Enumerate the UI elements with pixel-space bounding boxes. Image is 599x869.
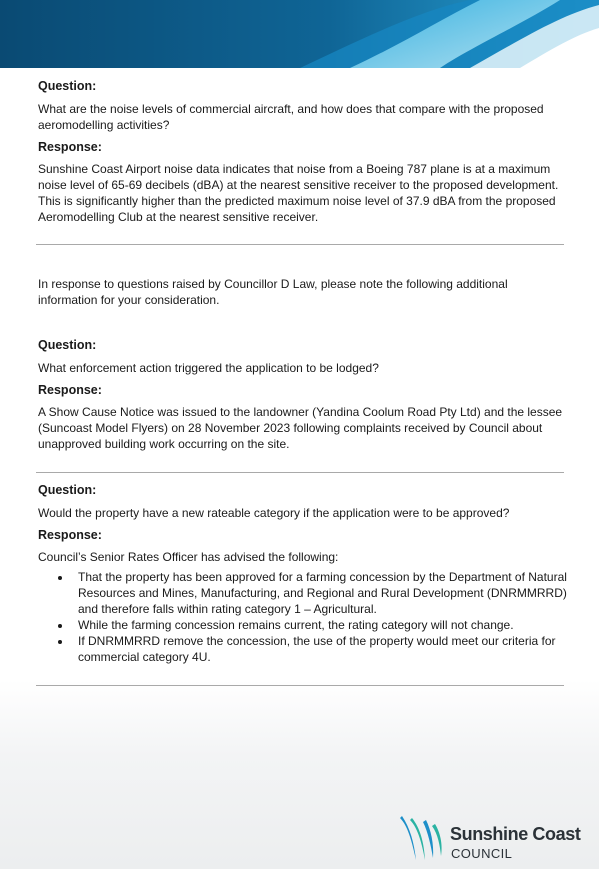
list-item: • If DNRMMRRD remove the concession, the use of the property would meet our criteria for commercial category 4U. bbox=[72, 633, 568, 665]
response-text: Council’s Senior Rates Officer has advised the following: bbox=[38, 550, 339, 564]
response-text: Sunshine Coast Airport noise data indicates that noise from a Boeing 787 plane is at a maximum noise level of 65-69 decibels (dBA) at the nearest sensitive receiver to the proposed development. This is significantly higher than the predicted maximum noise level of 37.9 dBA from the proposed Aeromodelling Club at the nearest sensitive receiver. bbox=[38, 162, 559, 224]
question-label: Question: bbox=[38, 79, 97, 93]
divider bbox=[36, 244, 564, 245]
logo-subtitle: COUNCIL bbox=[451, 846, 513, 861]
logo-title: Sunshine Coast bbox=[450, 824, 581, 844]
qa-block-rateable-category bbox=[38, 482, 568, 665]
divider bbox=[36, 685, 564, 686]
council-logo bbox=[398, 810, 598, 866]
response-label: Response: bbox=[38, 140, 102, 154]
list-item: • While the farming concession remains current, the rating category will not change. bbox=[72, 617, 568, 633]
response-text: A Show Cause Notice was issued to the landowner (Yandina Coolum Road Pty Ltd) and the lessee (Suncoast Model Flyers) on 28 November 2023 following complaints received by Council about unapproved building work occurring on the site. bbox=[38, 405, 563, 451]
banner-graphic bbox=[0, 0, 599, 68]
question-label: Question: bbox=[38, 338, 97, 352]
divider bbox=[36, 472, 564, 473]
question-label: Question: bbox=[38, 483, 97, 497]
bullet-list bbox=[38, 569, 568, 665]
header-banner bbox=[0, 0, 599, 68]
list-item: • That the property has been approved for a farming concession by the Department of Natural Resources and Mines, Manufacturing, and Regional and Rural Development (DNRMMRRD) and therefore falls within rating category 1 – Agricultural. bbox=[72, 569, 568, 617]
qa-block-aircraft-noise bbox=[38, 78, 568, 225]
logo-mark-icon bbox=[398, 812, 454, 864]
document-body bbox=[38, 78, 568, 225]
intro-section bbox=[38, 276, 568, 308]
intro-text: In response to questions raised by Councillor D Law, please note the following additional information for your consideration. bbox=[38, 277, 508, 307]
question-text: What are the noise levels of commercial aircraft, and how does that compare with the proposed aeromodelling activities? bbox=[38, 102, 544, 132]
response-label: Response: bbox=[38, 383, 102, 397]
question-text: What enforcement action triggered the application to be lodged? bbox=[38, 361, 379, 375]
response-label: Response: bbox=[38, 528, 102, 542]
qa-block-enforcement bbox=[38, 337, 568, 452]
question-text: Would the property have a new rateable category if the application were to be approved? bbox=[38, 506, 510, 520]
